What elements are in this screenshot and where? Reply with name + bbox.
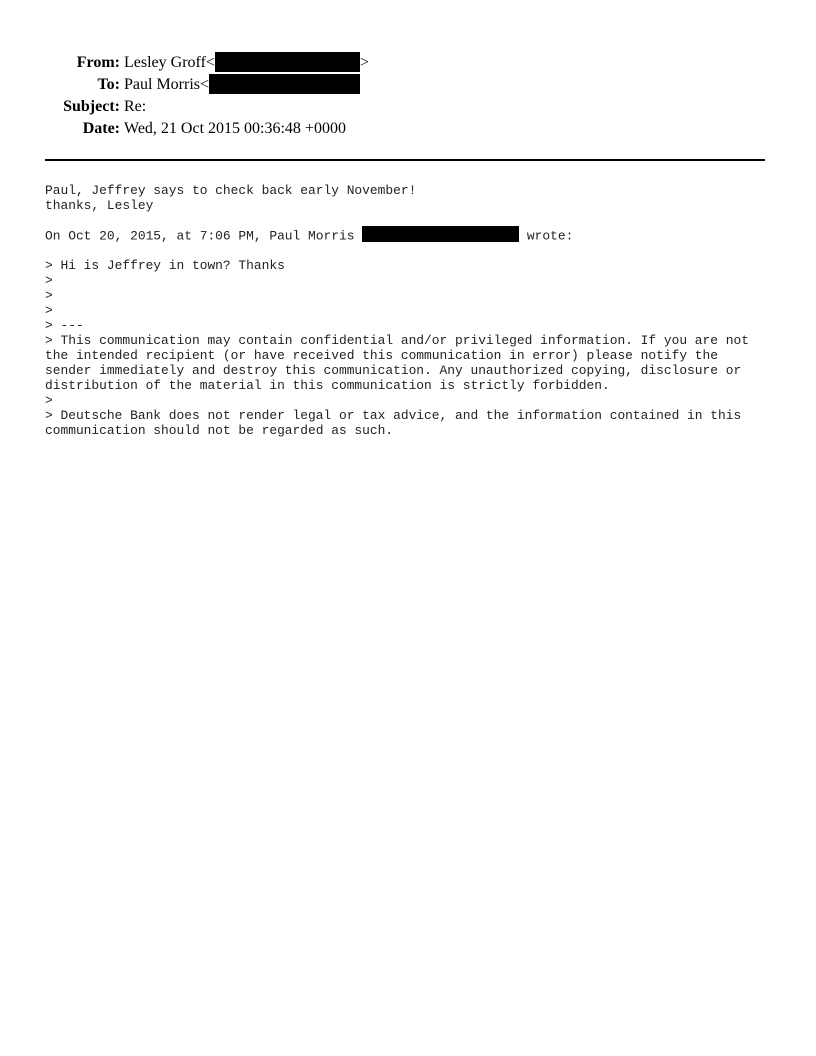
from-close-bracket: > bbox=[359, 54, 369, 71]
email-body bbox=[45, 183, 775, 438]
attribution-line bbox=[45, 228, 775, 243]
to-name: Paul Morris bbox=[124, 76, 200, 93]
from-email-redaction bbox=[215, 52, 360, 72]
quoted-line: > bbox=[45, 273, 53, 288]
quoted-line: the intended recipient (or have received this communication in error) please notify the bbox=[45, 348, 719, 363]
from-row bbox=[0, 52, 400, 74]
quoted-line: > Hi is Jeffrey in town? Thanks bbox=[45, 258, 285, 273]
to-email-redaction bbox=[209, 74, 360, 94]
header-divider bbox=[45, 159, 765, 161]
to-value bbox=[124, 74, 360, 96]
date-label: Date: bbox=[82, 120, 120, 137]
subject-value: Re: bbox=[124, 98, 147, 115]
from-label: From: bbox=[76, 54, 120, 71]
attribution-prefix: On Oct 20, 2015, at 7:06 PM, Paul Morris bbox=[45, 228, 363, 244]
reply-line: Paul, Jeffrey says to check back early November! bbox=[45, 183, 417, 198]
spacer bbox=[45, 243, 775, 258]
attribution-suffix: wrote: bbox=[519, 228, 574, 244]
from-name: Lesley Groff bbox=[124, 54, 206, 71]
email-header bbox=[0, 52, 400, 140]
from-open-bracket: < bbox=[205, 54, 215, 71]
reply-line: thanks, Lesley bbox=[45, 198, 154, 213]
subject-row bbox=[0, 96, 400, 118]
quoted-line: distribution of the material in this communication is strictly forbidden. bbox=[45, 378, 610, 393]
quoted-line: communication should not be regarded as such. bbox=[45, 423, 394, 438]
quoted-line: > bbox=[45, 288, 53, 303]
quoted-line: > bbox=[45, 303, 53, 318]
date-value: Wed, 21 Oct 2015 00:36:48 +0000 bbox=[124, 120, 346, 137]
to-open-bracket: < bbox=[200, 76, 210, 93]
to-label: To: bbox=[97, 76, 120, 93]
subject-label: Subject: bbox=[63, 98, 120, 115]
date-row bbox=[0, 118, 400, 140]
quoted-line: > --- bbox=[45, 318, 84, 333]
quoted-line: > bbox=[45, 393, 53, 408]
quoted-line: > This communication may contain confidential and/or privileged information. If you are not bbox=[45, 333, 749, 348]
quoted-line: > Deutsche Bank does not render legal or tax advice, and the information contained in this bbox=[45, 408, 742, 423]
from-value bbox=[124, 52, 369, 74]
attribution-email-redaction bbox=[362, 226, 519, 242]
quoted-line: sender immediately and destroy this communication. Any unauthorized copying, disclosure or bbox=[45, 363, 742, 378]
to-row bbox=[0, 74, 400, 96]
